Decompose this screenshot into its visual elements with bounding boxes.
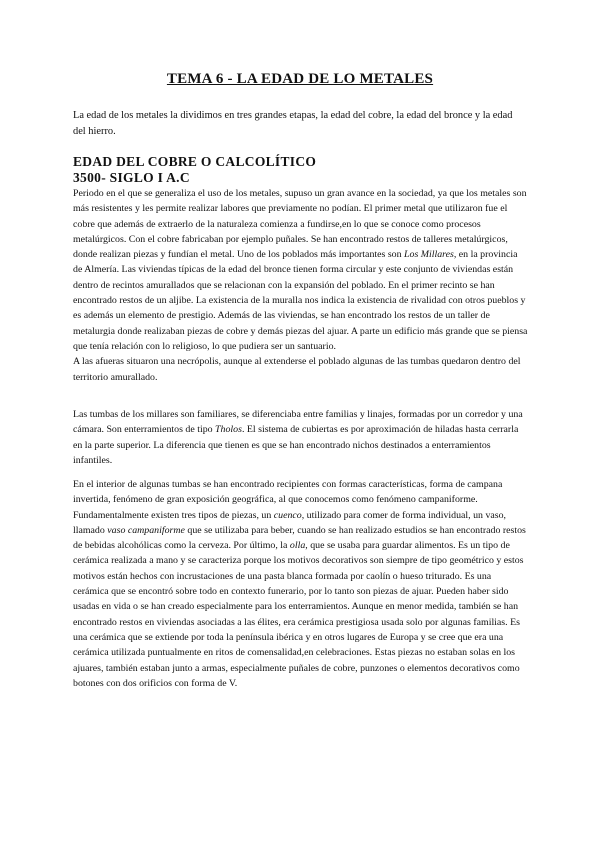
text-run: , que se usaba para guardar alimentos. Es un tipo de cerámica realizada a mano y se caracteriza porque los motivos decorativos son siempre de tipo geométrico y estos motivos están hechos con incrustaciones de una pasta blanca formada por caolín o hueso triturado. Es una cerámica que se encontró sobre todo en contexto funerario, por lo tanto son piezas de ajuar. Pueden haber sido usadas en vida o se han creado especialmente para los enterramientos. Aunque en menor medida, también se han encontrado restos en viviendas asociadas a las élites, era cerámica prestigiosa usada solo por algunas familias. Es una cerámica que se extiende por toda la península ibérica y en otros lugares de Europa y se cree que era una cerámica utilizada puntualmente en ritos de comensalidad,en celebraciones. Estas piezas no estaban solas en los ajuares, también estaban junto a armas, especialmente puñales de cobre, punzones o elementos decorativos como botones con dos orificios con forma de V. xyxy=(73,540,524,689)
text-run: , en la provincia de Almería. Las viviendas típicas de la edad del bronce tienen forma circular y este conjunto de viviendas están dentro de recintos amurallados que se relacionan con la expansión del poblado. En el primer recinto se han encontrado restos de un aljibe. La existencia de la muralla nos indica la existencia de rivalidad con otros pueblos y es además un elemento de prestigio. Además de las viviendas, se han encontrado los restos de un taller de metalurgia donde realizaban piezas de cobre y demás piezas del ajuar. A parte un edificio más grande que se piensa que tenía relación con lo religioso, lo que pudiera ser un santuario. xyxy=(73,249,528,352)
text-run: . El sistema de cubiertas es por aproximación de hiladas hasta cerrarla en la parte superior. La diferencia que tienen es que se han encontrado nichos destinados a enterramientos infantiles. xyxy=(73,424,519,466)
paragraph-tombs xyxy=(73,407,529,468)
emphasis-los-millares: Los Millares xyxy=(404,249,454,261)
emphasis-vaso-campaniforme: vaso campaniforme xyxy=(107,524,185,536)
text-run: Periodo en el que se generaliza el uso de los metales, supuso un gran avance en la sociedad, ya que los metales son más resistentes y les permite realizar labores que previamente no podían. El primer metal que utilizaron fue el cobre que además de extraerlo de la naturaleza comienza a fundirse,en lo que se conoce como procesos metalúrgicos. Con el cobre fabricaban por ejemplo puñales. Se han encontrado restos de talleres metalúrgicos, donde realizan piezas y fundían el metal. Uno de los poblados más importantes son xyxy=(73,188,527,261)
section-heading: EDAD DEL COBRE O CALCOLÍTICO xyxy=(73,154,317,169)
text-run: Las tumbas de los millares son familiares, se diferenciaba entre familias y linajes, formadas por un corredor y una cámara. Son enterramientos de tipo xyxy=(73,409,523,436)
paragraph-bell-beaker xyxy=(73,477,529,691)
text-run: que se utilizaba para beber, cuando se han realizado estudios se han encontrado restos de bebidas alcohólicas como la cerveza. Por último, la xyxy=(73,524,526,552)
page-title: TEMA 6 - LA EDAD DE LO METALES xyxy=(166,71,434,87)
paragraph-copper-age xyxy=(73,186,529,385)
section-subheading: 3500- SIGLO I A.C xyxy=(73,170,190,185)
intro-paragraph: La edad de los metales la dividimos en tres grandes etapas, la edad del cobre, la edad del bronce y la edad del hierro. xyxy=(73,110,513,137)
emphasis-tholos: Tholos xyxy=(215,424,242,436)
emphasis-cuenco: cuenco xyxy=(273,509,302,521)
text-run: , utilizado para comer de forma individual, un vaso, llamado xyxy=(73,509,507,536)
emphasis-olla: olla xyxy=(289,540,306,552)
text-run: En el interior de algunas tumbas se han encontrado recipientes con formas características, forma de campana invertida, fenómeno de gran exposición geográfica, al que conocemos como fenómeno campaniforme. Fundamentalmente existen tres tipos de piezas, un xyxy=(73,479,503,521)
text-run: A las afueras situaron una necrópolis, aunque al extenderse el poblado algunas de las tumbas quedaron dentro del territorio amurallado. xyxy=(73,356,521,383)
